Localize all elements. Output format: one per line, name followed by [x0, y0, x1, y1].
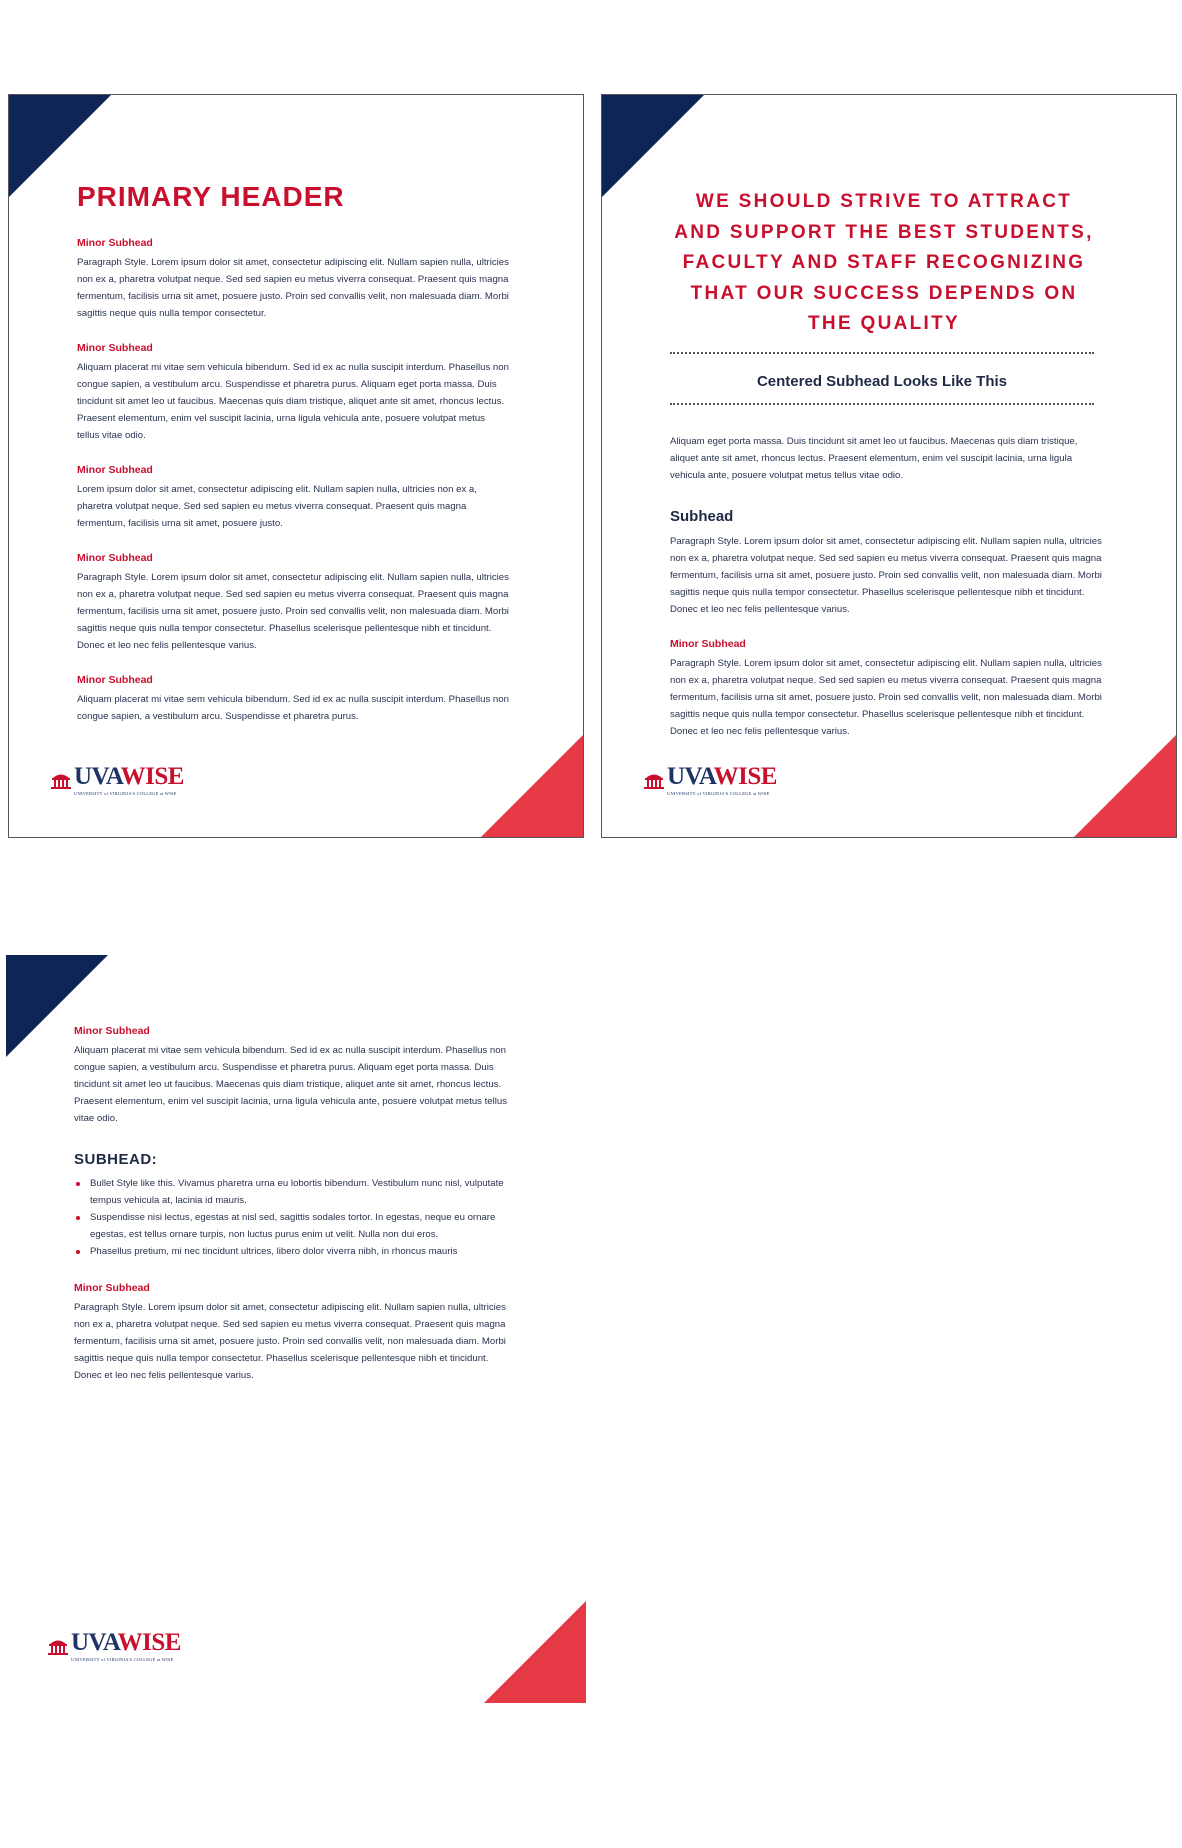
- page2-body: [670, 433, 1102, 760]
- logo-tagline: UNIVERSITY of VIRGINIA'S COLLEGE at WISE: [667, 791, 770, 796]
- intro-section: [670, 433, 1102, 484]
- centered-subhead: Centered Subhead Looks Like This: [756, 373, 1008, 390]
- minor-subhead: Minor Subhead: [77, 237, 153, 249]
- subhead-section: [670, 508, 1102, 618]
- logo-tagline: UNIVERSITY of VIRGINIA'S COLLEGE at WISE: [71, 1657, 174, 1662]
- primary-header: PRIMARY HEADER: [77, 181, 345, 212]
- page3-body: [74, 1025, 514, 1404]
- logo-wordmark: UVAWISE: [71, 1629, 181, 1656]
- logo-wordmark: UVAWISE: [74, 763, 184, 790]
- uvawise-logo: [51, 763, 211, 799]
- page-1: [8, 94, 584, 838]
- logo-tagline: UNIVERSITY of VIRGINIA'S COLLEGE at WISE: [74, 791, 177, 796]
- uvawise-logo: [644, 763, 804, 799]
- dotted-divider-bottom: [670, 403, 1094, 405]
- bullet-section: [74, 1151, 514, 1260]
- paragraph: Paragraph Style. Lorem ipsum dolor sit amet, consectetur adipiscing elit. Nullam sapien nulla, ultricies non ex a, pharetra volutpat neque. Sed sed sapien eu metus viverra consequat. Praesent quis magna fermentum, facilisis urna sit amet, posuere justo. Proin sed convallis velit, non malesuada diam. Morbi sagittis neque quis nulla tempor consectetur.: [77, 257, 509, 319]
- paragraph: Aliquam placerat mi vitae sem vehicula bibendum. Sed id ex ac nulla suscipit interdum. Phasellus non congue sapien, a vestibulum arcu. Suspendisse et pharetra purus. Aliquam eget porta massa. Duis tincidunt sit amet leo ut faucibus. Maecenas quis diam tristique, aliquet ante sit amet, rhoncus lectus. Praesent elementum, enim vel suscipit lacinia, urna ligula vehicula ante, posuere volutpat metus tellus vitae odio.: [77, 362, 509, 441]
- navy-corner-triangle: [602, 95, 704, 197]
- subhead-caps: SUBHEAD:: [74, 1151, 158, 1168]
- bullet-list: [74, 1175, 514, 1260]
- bullet-icon: [76, 1182, 80, 1186]
- dotted-divider-top: [670, 352, 1094, 354]
- minor-subhead: Minor Subhead: [77, 342, 153, 354]
- logo-wordmark: UVAWISE: [667, 763, 777, 790]
- section: [77, 237, 509, 322]
- paragraph: Paragraph Style. Lorem ipsum dolor sit amet, consectetur adipiscing elit. Nullam sapien nulla, ultricies non ex a, pharetra volutpat neque. Sed sed sapien eu metus viverra consequat. Praesent quis magna fermentum, facilisis urna sit amet, posuere justo. Proin sed convallis velit, non malesuada diam. Morbi sagittis neque quis nulla tempor consectetur. Phasellus scelerisque pellentesque nibh et tincidunt. Donec et leo nec felis pellentesque varius.: [77, 572, 509, 651]
- minor-subhead: Minor Subhead: [74, 1282, 150, 1294]
- paragraph: Lorem ipsum dolor sit amet, consectetur adipiscing elit. Nullam sapien nulla, ultricies non ex a, pharetra volutpat neque. Sed sed sapien eu metus viverra consequat. Praesent quis magna fermentum, facilisis urna sit amet, posuere justo.: [77, 484, 477, 529]
- page-2: [601, 94, 1177, 838]
- page1-body: [77, 237, 509, 745]
- paragraph: Paragraph Style. Lorem ipsum dolor sit amet, consectetur adipiscing elit. Nullam sapien nulla, ultricies non ex a, pharetra volutpat neque. Sed sed sapien eu metus viverra consequat. Praesent quis magna fermentum, facilisis urna sit amet, posuere justo. Proin sed convallis velit, non malesuada diam. Morbi sagittis neque quis nulla tempor consectetur. Phasellus scelerisque pellentesque nibh et tincidunt. Donec et leo nec felis pellentesque varius.: [670, 658, 1102, 737]
- section: [74, 1282, 514, 1384]
- rotunda-icon: [51, 771, 71, 789]
- paragraph: Aliquam placerat mi vitae sem vehicula bibendum. Sed id ex ac nulla suscipit interdum. Phasellus non congue sapien, a vestibulum arcu. Suspendisse et pharetra purus. Aliquam eget porta massa. Duis tincidunt sit amet leo ut faucibus. Maecenas quis diam tristique, aliquet ante sit amet, rhoncus lectus. Praesent elementum, enim vel suscipit lacinia, urna ligula vehicula ante, posuere volutpat metus tellus vitae odio.: [74, 1045, 508, 1124]
- minor-section: [670, 638, 1102, 740]
- rotunda-icon: [48, 1637, 68, 1655]
- rotunda-icon: [644, 771, 664, 789]
- red-corner-triangle: [481, 735, 583, 837]
- bullet-icon: [76, 1216, 80, 1220]
- list-item: Phasellus pretium, mi nec tincidunt ultrices, libero dolor viverra nibh, in rhoncus mauris: [74, 1243, 514, 1260]
- section: [77, 342, 509, 444]
- intro-paragraph: Aliquam eget porta massa. Duis tincidunt sit amet leo ut faucibus. Maecenas quis diam tristique, aliquet ante sit amet, rhoncus lectus. Praesent elementum, enim vel suscipit lacinia, urna ligula vehicula ante, posuere volutpat metus tellus vitae odio.: [670, 436, 1078, 481]
- bullet-icon: [76, 1250, 80, 1254]
- section: [77, 674, 509, 725]
- subhead: Subhead: [670, 508, 734, 525]
- paragraph: Aliquam placerat mi vitae sem vehicula bibendum. Sed id ex ac nulla suscipit interdum. Phasellus non congue sapien, a vestibulum arcu. Suspendisse et pharetra purus.: [77, 694, 509, 722]
- minor-subhead: Minor Subhead: [77, 552, 153, 564]
- paragraph: Paragraph Style. Lorem ipsum dolor sit amet, consectetur adipiscing elit. Nullam sapien nulla, ultricies non ex a, pharetra volutpat neque. Sed sed sapien eu metus viverra consequat. Praesent quis magna fermentum, facilisis urna sit amet, posuere justo. Proin sed convallis velit, non malesuada diam. Morbi sagittis neque quis nulla tempor consectetur. Phasellus scelerisque pellentesque nibh et tincidunt. Donec et leo nec felis pellentesque varius.: [670, 536, 1102, 615]
- minor-subhead: Minor Subhead: [77, 674, 153, 686]
- list-item: Bullet Style like this. Vivamus pharetra urna eu lobortis bibendum. Vestibulum nunc nisl, vulputate tempus vehicula at, lacinia id mauris.: [74, 1175, 514, 1209]
- page-3: [6, 955, 586, 1703]
- pull-quote: WE SHOULD STRIVE TO ATTRACT AND SUPPORT THE BEST STUDENTS, FACULTY AND STAFF RECOGNIZING THAT OUR SUCCESS DEPENDS ON THE QUALITY: [674, 191, 1094, 334]
- section: [77, 552, 509, 654]
- minor-subhead: Minor Subhead: [670, 638, 746, 650]
- red-corner-triangle: [484, 1601, 586, 1703]
- minor-subhead: Minor Subhead: [77, 464, 153, 476]
- section: [77, 464, 509, 532]
- section: [74, 1025, 514, 1127]
- uvawise-logo: [48, 1629, 208, 1665]
- paragraph: Paragraph Style. Lorem ipsum dolor sit amet, consectetur adipiscing elit. Nullam sapien nulla, ultricies non ex a, pharetra volutpat neque. Sed sed sapien eu metus viverra consequat. Praesent quis magna fermentum, facilisis urna sit amet, posuere justo. Proin sed convallis velit, non malesuada diam. Morbi sagittis neque quis nulla tempor consectetur. Phasellus scelerisque pellentesque nibh et tincidunt. Donec et leo nec felis pellentesque varius.: [74, 1302, 506, 1381]
- minor-subhead: Minor Subhead: [74, 1025, 150, 1037]
- list-item: Suspendisse nisi lectus, egestas at nisl sed, sagittis sodales tortor. In egestas, neque eu ornare egestas, est tellus ornare turpis, non luctus purus enim ut velit. Nulla non dui eros.: [74, 1209, 514, 1243]
